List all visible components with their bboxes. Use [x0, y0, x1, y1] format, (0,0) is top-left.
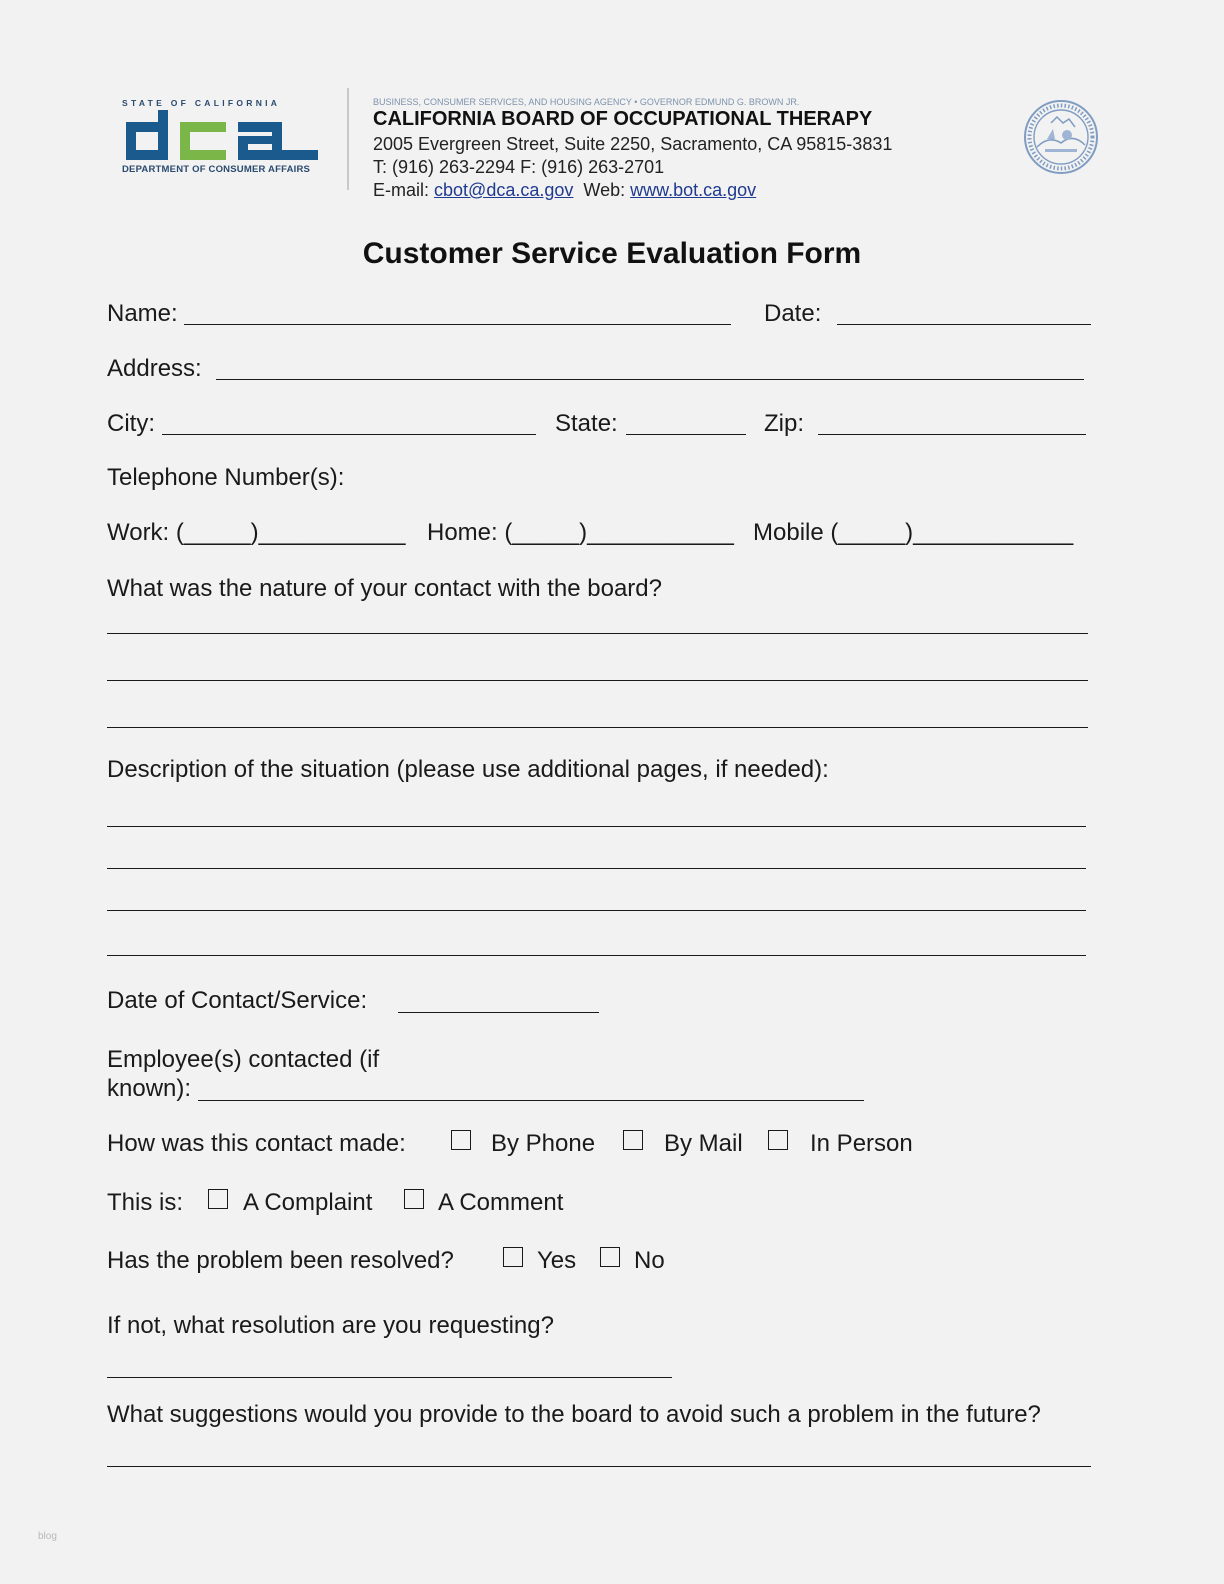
board-phone-fax: T: (916) 263-2294 F: (916) 263-2701: [373, 157, 665, 177]
resolution-question: If not, what resolution are you requesting?: [107, 1312, 554, 1339]
work-phone-field[interactable]: Work: (_____)___________: [107, 519, 406, 546]
by-mail-checkbox[interactable]: [623, 1130, 643, 1150]
employee-label-line-2: known):: [107, 1075, 192, 1102]
watermark-text: blog: [38, 1531, 57, 1542]
nature-question: What was the nature of your contact with the board?: [107, 575, 662, 602]
date-contact-field[interactable]: [398, 1012, 599, 1013]
suggestions-question: What suggestions would you provide to the board to avoid such a problem in the future?: [107, 1401, 1041, 1428]
address-label: Address:: [107, 355, 202, 382]
telephone-label: Telephone Number(s):: [107, 464, 345, 491]
state-field[interactable]: [626, 434, 746, 435]
complaint-checkbox[interactable]: [208, 1189, 228, 1209]
by-mail-label: By Mail: [664, 1130, 743, 1157]
zip-label: Zip:: [764, 410, 805, 437]
zip-field[interactable]: [818, 434, 1086, 435]
home-phone-field[interactable]: Home: (_____)___________: [427, 519, 734, 546]
city-field[interactable]: [162, 434, 536, 435]
description-answer-line-4[interactable]: [107, 955, 1086, 956]
date-contact-label: Date of Contact/Service:: [107, 987, 368, 1014]
employee-field[interactable]: [198, 1100, 864, 1101]
email-label: E-mail:: [373, 180, 430, 200]
in-person-checkbox[interactable]: [768, 1130, 788, 1150]
in-person-label: In Person: [810, 1130, 913, 1157]
web-link[interactable]: www.bot.ca.gov: [630, 180, 757, 200]
resolved-no-checkbox[interactable]: [600, 1247, 620, 1267]
description-answer-line-3[interactable]: [107, 910, 1086, 911]
complaint-label: A Complaint: [243, 1189, 373, 1216]
dca-logo: [118, 98, 328, 178]
form-title: Customer Service Evaluation Form: [362, 237, 862, 270]
web-label: Web:: [583, 180, 626, 200]
city-label: City:: [107, 410, 155, 437]
nature-answer-line-1[interactable]: [107, 633, 1088, 634]
board-name: CALIFORNIA BOARD OF OCCUPATIONAL THERAPY: [373, 108, 873, 130]
logo-dept-text: DEPARTMENT OF CONSUMER AFFAIRS: [122, 164, 311, 175]
logo-state-text: STATE OF CALIFORNIA: [122, 98, 281, 108]
board-address: 2005 Evergreen Street, Suite 2250, Sacramento, CA 95815-3831: [373, 134, 893, 154]
resolved-no-label: No: [634, 1247, 665, 1274]
date-label: Date:: [764, 300, 822, 327]
description-question: Description of the situation (please use additional pages, if needed):: [107, 756, 829, 783]
address-field[interactable]: [216, 379, 1084, 380]
email-link[interactable]: cbot@dca.ca.gov: [434, 180, 574, 200]
state-seal-icon: [1023, 99, 1099, 175]
this-is-label: This is:: [107, 1189, 184, 1216]
state-label: State:: [555, 410, 618, 437]
date-field[interactable]: [837, 324, 1091, 325]
resolution-field[interactable]: [107, 1377, 672, 1378]
board-contact-line: [373, 180, 756, 201]
comment-checkbox[interactable]: [404, 1189, 424, 1209]
dca-logo-mark: [122, 110, 322, 162]
resolved-yes-checkbox[interactable]: [503, 1247, 523, 1267]
employee-label-line-1: Employee(s) contacted (if: [107, 1046, 380, 1073]
by-phone-label: By Phone: [491, 1130, 596, 1157]
nature-answer-line-2[interactable]: [107, 680, 1088, 681]
mobile-phone-field[interactable]: Mobile (_____)____________: [753, 519, 1074, 546]
description-answer-line-2[interactable]: [107, 868, 1086, 869]
by-phone-checkbox[interactable]: [451, 1130, 471, 1150]
agency-line: BUSINESS, CONSUMER SERVICES, AND HOUSING AGENCY • GOVERNOR EDMUND G. BROWN JR.: [373, 97, 800, 107]
comment-label: A Comment: [438, 1189, 564, 1216]
nature-answer-line-3[interactable]: [107, 727, 1088, 728]
name-label: Name:: [107, 300, 178, 327]
description-answer-line-1[interactable]: [107, 826, 1086, 827]
contact-method-label: How was this contact made:: [107, 1130, 406, 1157]
header-divider: [347, 88, 349, 190]
name-field[interactable]: [184, 324, 731, 325]
resolved-label: Has the problem been resolved?: [107, 1247, 454, 1274]
resolved-yes-label: Yes: [537, 1247, 577, 1274]
suggestions-field[interactable]: [107, 1466, 1091, 1467]
